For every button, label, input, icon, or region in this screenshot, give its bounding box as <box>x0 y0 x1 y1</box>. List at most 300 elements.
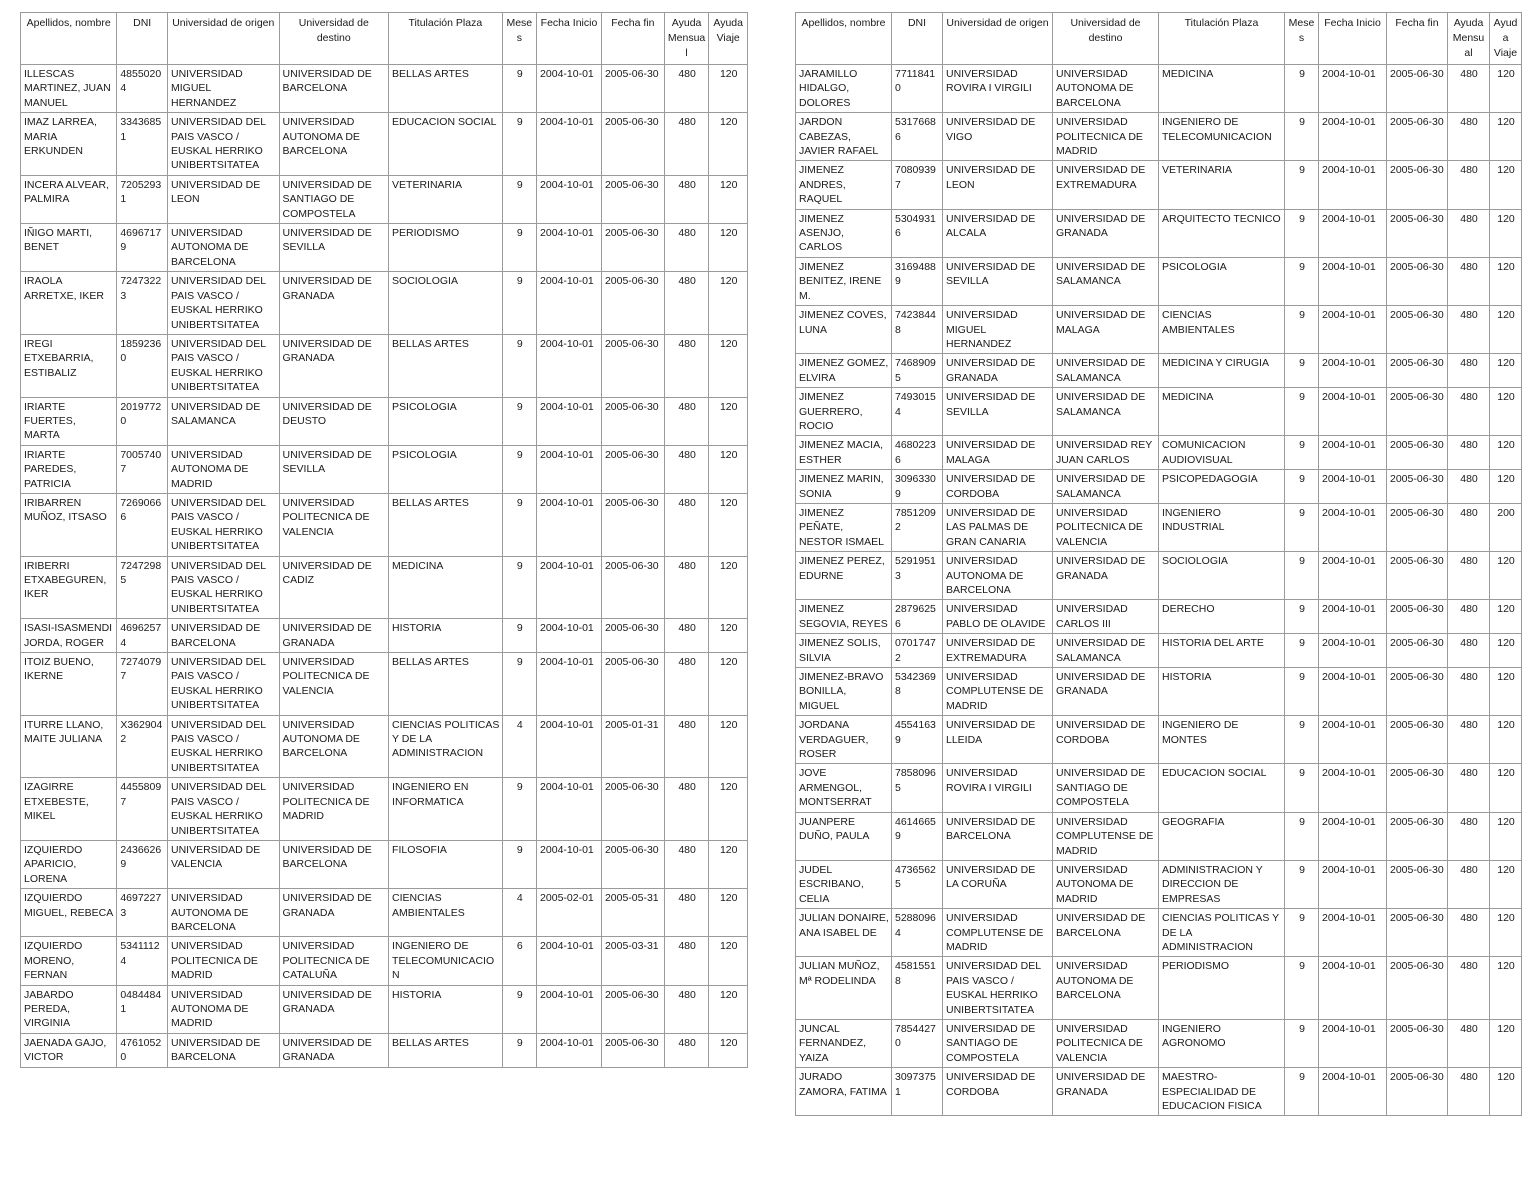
cell-ayuda-viaje: 120 <box>709 175 748 223</box>
cell-universidad-destino: UNIVERSIDAD DE SEVILLA <box>279 445 389 493</box>
cell-dni: 46967179 <box>117 224 168 272</box>
cell-ayuda-viaje: 120 <box>709 778 748 841</box>
cell-universidad-origen: UNIVERSIDAD DEL PAIS VASCO / EUSKAL HERRIKO UNIBERTSITATEA <box>168 493 280 556</box>
cell-titulacion: PERIODISMO <box>1159 957 1285 1020</box>
cell-nombre: JAENADA GAJO, VICTOR <box>21 1033 117 1067</box>
cell-nombre: JUANPERE DUÑO, PAULA <box>796 812 892 860</box>
table-row <box>796 388 1522 436</box>
cell-nombre: JUNCAL FERNANDEZ, YAIZA <box>796 1019 892 1067</box>
cell-meses: 9 <box>502 272 536 335</box>
cell-ayuda-mensual: 480 <box>1448 1019 1490 1067</box>
cell-universidad-origen: UNIVERSIDAD DEL PAIS VASCO / EUSKAL HERRIKO UNIBERTSITATEA <box>168 778 280 841</box>
cell-universidad-origen: UNIVERSIDAD DEL PAIS VASCO / EUSKAL HERRIKO UNIBERTSITATEA <box>168 272 280 335</box>
cell-fecha-inicio: 2004-10-01 <box>537 113 602 176</box>
cell-universidad-origen: UNIVERSIDAD DE BARCELONA <box>168 1033 280 1067</box>
cell-universidad-origen: UNIVERSIDAD DE MALAGA <box>943 436 1053 470</box>
cell-ayuda-mensual: 480 <box>1448 65 1490 113</box>
cell-fecha-fin: 2005-06-30 <box>601 397 664 445</box>
cell-meses: 9 <box>502 334 536 397</box>
cell-ayuda-mensual: 480 <box>664 175 709 223</box>
cell-fecha-inicio: 2004-10-01 <box>1319 552 1387 600</box>
right-table <box>795 12 1522 1116</box>
cell-fecha-fin: 2005-06-30 <box>601 653 664 716</box>
table-row <box>21 1033 748 1067</box>
cell-fecha-fin: 2005-06-30 <box>1387 957 1448 1020</box>
cell-fecha-fin: 2005-06-30 <box>1387 388 1448 436</box>
cell-ayuda-viaje: 200 <box>1490 503 1522 551</box>
cell-universidad-origen: UNIVERSIDAD ROVIRA I VIRGILI <box>943 764 1053 812</box>
cell-nombre: IÑIGO MARTI, BENET <box>21 224 117 272</box>
cell-meses: 9 <box>502 653 536 716</box>
cell-dni: 46972273 <box>117 889 168 937</box>
cell-ayuda-viaje: 120 <box>1490 909 1522 957</box>
table-row <box>796 552 1522 600</box>
table-row <box>21 445 748 493</box>
cell-ayuda-mensual: 480 <box>1448 306 1490 354</box>
cell-fecha-inicio: 2004-10-01 <box>537 493 602 556</box>
cell-fecha-fin: 2005-06-30 <box>1387 668 1448 716</box>
cell-ayuda-viaje: 120 <box>1490 957 1522 1020</box>
cell-titulacion: PSICOPEDAGOGIA <box>1159 470 1285 504</box>
cell-fecha-inicio: 2004-10-01 <box>1319 257 1387 305</box>
table-row <box>796 860 1522 908</box>
cell-meses: 9 <box>502 113 536 176</box>
table-row <box>796 113 1522 161</box>
cell-fecha-inicio: 2004-10-01 <box>537 937 602 985</box>
table-row <box>796 306 1522 354</box>
table-row <box>21 840 748 888</box>
cell-titulacion: SOCIOLOGIA <box>389 272 503 335</box>
cell-titulacion: CIENCIAS POLITICAS Y DE LA ADMINISTRACION <box>1159 909 1285 957</box>
cell-meses: 9 <box>1285 668 1319 716</box>
cell-dni: 72690666 <box>117 493 168 556</box>
table-row <box>21 65 748 113</box>
cell-nombre: IRIARTE FUERTES, MARTA <box>21 397 117 445</box>
cell-ayuda-mensual: 480 <box>1448 209 1490 257</box>
cell-ayuda-mensual: 480 <box>664 113 709 176</box>
cell-ayuda-viaje: 120 <box>709 653 748 716</box>
cell-titulacion: FILOSOFIA <box>389 840 503 888</box>
cell-nombre: IRIBERRI ETXABEGUREN, IKER <box>21 556 117 619</box>
cell-universidad-destino: UNIVERSIDAD DE GRANADA <box>279 272 389 335</box>
cell-fecha-inicio: 2004-10-01 <box>1319 65 1387 113</box>
cell-nombre: IMAZ LARREA, MARIA ERKUNDEN <box>21 113 117 176</box>
cell-titulacion: INGENIERO EN INFORMATICA <box>389 778 503 841</box>
table-row <box>21 889 748 937</box>
cell-dni: 74238448 <box>892 306 943 354</box>
header-ayuda-viaje: Ayuda Viaje <box>1490 13 1522 65</box>
cell-ayuda-mensual: 480 <box>664 65 709 113</box>
cell-nombre: JIMENEZ PEREZ, EDURNE <box>796 552 892 600</box>
cell-fecha-fin: 2005-06-30 <box>1387 909 1448 957</box>
cell-ayuda-viaje: 120 <box>1490 388 1522 436</box>
cell-universidad-origen: UNIVERSIDAD DE BARCELONA <box>943 812 1053 860</box>
cell-ayuda-mensual: 480 <box>1448 470 1490 504</box>
cell-fecha-fin: 2005-06-30 <box>1387 812 1448 860</box>
cell-fecha-fin: 2005-06-30 <box>1387 161 1448 209</box>
cell-fecha-fin: 2005-06-30 <box>601 1033 664 1067</box>
cell-universidad-destino: UNIVERSIDAD AUTONOMA DE BARCELONA <box>279 113 389 176</box>
table-row <box>796 354 1522 388</box>
cell-ayuda-mensual: 480 <box>1448 860 1490 908</box>
cell-dni: 45815518 <box>892 957 943 1020</box>
cell-dni: 46962574 <box>117 619 168 653</box>
cell-nombre: JIMENEZ COVES, LUNA <box>796 306 892 354</box>
cell-fecha-fin: 2005-06-30 <box>1387 634 1448 668</box>
cell-ayuda-viaje: 120 <box>709 272 748 335</box>
cell-ayuda-mensual: 480 <box>664 778 709 841</box>
cell-ayuda-viaje: 120 <box>709 619 748 653</box>
cell-universidad-origen: UNIVERSIDAD DE CORDOBA <box>943 470 1053 504</box>
cell-fecha-inicio: 2004-10-01 <box>1319 161 1387 209</box>
cell-universidad-destino: UNIVERSIDAD POLITECNICA DE VALENCIA <box>279 493 389 556</box>
cell-universidad-origen: UNIVERSIDAD DE LAS PALMAS DE GRAN CANARIA <box>943 503 1053 551</box>
cell-fecha-inicio: 2004-10-01 <box>1319 306 1387 354</box>
cell-dni: 52919513 <box>892 552 943 600</box>
cell-universidad-destino: UNIVERSIDAD DE BARCELONA <box>279 840 389 888</box>
table-row <box>21 272 748 335</box>
cell-dni: 70057407 <box>117 445 168 493</box>
cell-nombre: JOVE ARMENGOL, MONTSERRAT <box>796 764 892 812</box>
table-row <box>21 493 748 556</box>
cell-meses: 9 <box>1285 354 1319 388</box>
cell-ayuda-viaje: 120 <box>1490 812 1522 860</box>
table-row <box>796 668 1522 716</box>
cell-meses: 9 <box>502 65 536 113</box>
cell-universidad-destino: UNIVERSIDAD AUTONOMA DE BARCELONA <box>279 715 389 778</box>
cell-universidad-origen: UNIVERSIDAD DE SANTIAGO DE COMPOSTELA <box>943 1019 1053 1067</box>
cell-dni: 47365625 <box>892 860 943 908</box>
cell-titulacion: PSICOLOGIA <box>1159 257 1285 305</box>
cell-universidad-origen: UNIVERSIDAD AUTONOMA DE MADRID <box>168 445 280 493</box>
cell-fecha-inicio: 2004-10-01 <box>1319 909 1387 957</box>
header-fecha-fin: Fecha fin <box>1387 13 1448 65</box>
cell-nombre: IRIARTE PAREDES, PATRICIA <box>21 445 117 493</box>
cell-ayuda-mensual: 480 <box>1448 503 1490 551</box>
cell-universidad-origen: UNIVERSIDAD DE SALAMANCA <box>168 397 280 445</box>
cell-titulacion: HISTORIA <box>389 985 503 1033</box>
cell-dni: 78544270 <box>892 1019 943 1067</box>
table-row <box>796 1068 1522 1116</box>
cell-meses: 4 <box>502 889 536 937</box>
header-universidad-destino: Universidad de destino <box>279 13 389 65</box>
cell-nombre: JIMENEZ-BRAVO BONILLA, MIGUEL <box>796 668 892 716</box>
cell-universidad-origen: UNIVERSIDAD DE CORDOBA <box>943 1068 1053 1116</box>
cell-universidad-destino: UNIVERSIDAD DE GRANADA <box>1053 209 1159 257</box>
cell-fecha-inicio: 2004-10-01 <box>537 175 602 223</box>
cell-titulacion: BELLAS ARTES <box>389 493 503 556</box>
cell-universidad-origen: UNIVERSIDAD DE VIGO <box>943 113 1053 161</box>
cell-titulacion: ARQUITECTO TECNICO <box>1159 209 1285 257</box>
cell-meses: 9 <box>502 445 536 493</box>
cell-titulacion: MEDICINA <box>389 556 503 619</box>
cell-universidad-destino: UNIVERSIDAD DE GRANADA <box>279 985 389 1033</box>
table-row <box>796 470 1522 504</box>
cell-ayuda-viaje: 120 <box>1490 161 1522 209</box>
cell-meses: 9 <box>1285 503 1319 551</box>
cell-nombre: IZQUIERDO MIGUEL, REBECA <box>21 889 117 937</box>
cell-universidad-destino: UNIVERSIDAD REY JUAN CARLOS <box>1053 436 1159 470</box>
cell-universidad-destino: UNIVERSIDAD POLITECNICA DE VALENCIA <box>1053 1019 1159 1067</box>
cell-fecha-inicio: 2004-10-01 <box>537 778 602 841</box>
cell-dni: 53423698 <box>892 668 943 716</box>
left-table <box>20 12 748 1068</box>
cell-titulacion: CIENCIAS AMBIENTALES <box>1159 306 1285 354</box>
cell-meses: 9 <box>1285 436 1319 470</box>
table-row <box>796 65 1522 113</box>
cell-nombre: INCERA ALVEAR, PALMIRA <box>21 175 117 223</box>
cell-titulacion: INGENIERO AGRONOMO <box>1159 1019 1285 1067</box>
cell-universidad-destino: UNIVERSIDAD CARLOS III <box>1053 600 1159 634</box>
cell-fecha-inicio: 2004-10-01 <box>1319 668 1387 716</box>
cell-universidad-origen: UNIVERSIDAD DEL PAIS VASCO / EUSKAL HERRIKO UNIBERTSITATEA <box>168 715 280 778</box>
cell-universidad-origen: UNIVERSIDAD DE SEVILLA <box>943 388 1053 436</box>
cell-meses: 9 <box>502 175 536 223</box>
cell-nombre: IRIBARREN MUÑOZ, ITSASO <box>21 493 117 556</box>
table-row <box>796 436 1522 470</box>
header-fecha-inicio: Fecha Inicio <box>1319 13 1387 65</box>
cell-titulacion: PERIODISMO <box>389 224 503 272</box>
cell-titulacion: INGENIERO DE TELECOMUNICACION <box>389 937 503 985</box>
cell-nombre: JARAMILLO HIDALGO, DOLORES <box>796 65 892 113</box>
cell-universidad-origen: UNIVERSIDAD AUTONOMA DE MADRID <box>168 985 280 1033</box>
cell-universidad-origen: UNIVERSIDAD DEL PAIS VASCO / EUSKAL HERRIKO UNIBERTSITATEA <box>168 334 280 397</box>
cell-dni: 44558097 <box>117 778 168 841</box>
cell-ayuda-mensual: 480 <box>664 985 709 1033</box>
cell-fecha-fin: 2005-06-30 <box>1387 1068 1448 1116</box>
header-fecha-inicio: Fecha Inicio <box>537 13 602 65</box>
table-row <box>21 556 748 619</box>
cell-ayuda-mensual: 480 <box>664 653 709 716</box>
cell-nombre: ITOIZ BUENO, IKERNE <box>21 653 117 716</box>
cell-universidad-origen: UNIVERSIDAD AUTONOMA DE BARCELONA <box>168 224 280 272</box>
table-row <box>21 778 748 841</box>
cell-meses: 9 <box>1285 1068 1319 1116</box>
cell-fecha-fin: 2005-06-30 <box>1387 113 1448 161</box>
cell-meses: 9 <box>1285 1019 1319 1067</box>
cell-fecha-inicio: 2004-10-01 <box>1319 764 1387 812</box>
cell-fecha-fin: 2005-06-30 <box>1387 209 1448 257</box>
cell-dni: X3629042 <box>117 715 168 778</box>
cell-titulacion: DERECHO <box>1159 600 1285 634</box>
cell-ayuda-mensual: 480 <box>664 840 709 888</box>
cell-universidad-destino: UNIVERSIDAD AUTONOMA DE BARCELONA <box>1053 957 1159 1020</box>
cell-universidad-origen: UNIVERSIDAD COMPLUTENSE DE MADRID <box>943 668 1053 716</box>
cell-ayuda-mensual: 480 <box>664 889 709 937</box>
cell-dni: 53176686 <box>892 113 943 161</box>
cell-meses: 9 <box>1285 600 1319 634</box>
cell-meses: 9 <box>1285 812 1319 860</box>
cell-ayuda-mensual: 480 <box>1448 764 1490 812</box>
cell-nombre: JIMENEZ ASENJO, CARLOS <box>796 209 892 257</box>
header-ayuda-mensual: Ayuda Mensual <box>664 13 709 65</box>
cell-fecha-inicio: 2004-10-01 <box>1319 860 1387 908</box>
cell-ayuda-viaje: 120 <box>709 889 748 937</box>
cell-universidad-destino: UNIVERSIDAD DE GRANADA <box>1053 552 1159 600</box>
cell-meses: 9 <box>1285 716 1319 764</box>
header-meses: Meses <box>502 13 536 65</box>
cell-nombre: JIMENEZ SEGOVIA, REYES <box>796 600 892 634</box>
cell-fecha-inicio: 2004-10-01 <box>537 445 602 493</box>
table-row <box>21 653 748 716</box>
cell-nombre: ISASI-ISASMENDI JORDA, ROGER <box>21 619 117 653</box>
cell-universidad-origen: UNIVERSIDAD DE ALCALA <box>943 209 1053 257</box>
cell-fecha-inicio: 2004-10-01 <box>1319 503 1387 551</box>
cell-titulacion: PSICOLOGIA <box>389 445 503 493</box>
cell-titulacion: BELLAS ARTES <box>389 653 503 716</box>
cell-fecha-inicio: 2004-10-01 <box>537 272 602 335</box>
cell-universidad-destino: UNIVERSIDAD DE GRANADA <box>279 889 389 937</box>
cell-ayuda-viaje: 120 <box>709 334 748 397</box>
cell-universidad-destino: UNIVERSIDAD DE DEUSTO <box>279 397 389 445</box>
cell-universidad-origen: UNIVERSIDAD DE LA CORUÑA <box>943 860 1053 908</box>
header-universidad-origen: Universidad de origen <box>943 13 1053 65</box>
cell-titulacion: INGENIERO DE TELECOMUNICACION <box>1159 113 1285 161</box>
cell-dni: 30963309 <box>892 470 943 504</box>
table-row <box>796 812 1522 860</box>
cell-fecha-fin: 2005-06-30 <box>601 272 664 335</box>
cell-nombre: JURADO ZAMORA, FATIMA <box>796 1068 892 1116</box>
cell-meses: 9 <box>1285 552 1319 600</box>
cell-fecha-fin: 2005-06-30 <box>601 985 664 1033</box>
table-row <box>796 161 1522 209</box>
cell-dni: 78512092 <box>892 503 943 551</box>
cell-meses: 9 <box>1285 209 1319 257</box>
table-row <box>21 619 748 653</box>
cell-ayuda-viaje: 120 <box>709 113 748 176</box>
cell-dni: 07017472 <box>892 634 943 668</box>
cell-ayuda-viaje: 120 <box>1490 113 1522 161</box>
cell-meses: 9 <box>1285 470 1319 504</box>
cell-fecha-inicio: 2004-10-01 <box>1319 1068 1387 1116</box>
cell-universidad-origen: UNIVERSIDAD PABLO DE OLAVIDE <box>943 600 1053 634</box>
cell-fecha-fin: 2005-06-30 <box>601 175 664 223</box>
cell-meses: 9 <box>1285 257 1319 305</box>
table-row <box>21 715 748 778</box>
cell-ayuda-mensual: 480 <box>1448 668 1490 716</box>
cell-dni: 70809397 <box>892 161 943 209</box>
cell-fecha-fin: 2005-06-30 <box>1387 1019 1448 1067</box>
cell-ayuda-mensual: 480 <box>1448 600 1490 634</box>
cell-fecha-fin: 2005-06-30 <box>1387 860 1448 908</box>
header-apellidos-nombre: Apellidos, nombre <box>796 13 892 65</box>
cell-universidad-destino: UNIVERSIDAD COMPLUTENSE DE MADRID <box>1053 812 1159 860</box>
cell-universidad-destino: UNIVERSIDAD DE EXTREMADURA <box>1053 161 1159 209</box>
cell-meses: 9 <box>1285 634 1319 668</box>
table-row <box>796 909 1522 957</box>
cell-nombre: JARDON CABEZAS, JAVIER RAFAEL <box>796 113 892 161</box>
cell-titulacion: VETERINARIA <box>389 175 503 223</box>
cell-titulacion: MEDICINA Y CIRUGIA <box>1159 354 1285 388</box>
cell-titulacion: HISTORIA DEL ARTE <box>1159 634 1285 668</box>
table-row <box>796 600 1522 634</box>
cell-universidad-origen: UNIVERSIDAD DE BARCELONA <box>168 619 280 653</box>
cell-meses: 9 <box>1285 306 1319 354</box>
cell-fecha-fin: 2005-06-30 <box>601 493 664 556</box>
cell-ayuda-mensual: 480 <box>1448 113 1490 161</box>
right-page <box>795 12 1521 1116</box>
cell-fecha-fin: 2005-06-30 <box>601 224 664 272</box>
cell-universidad-origen: UNIVERSIDAD MIGUEL HERNANDEZ <box>168 65 280 113</box>
cell-ayuda-viaje: 120 <box>709 224 748 272</box>
cell-dni: 74930154 <box>892 388 943 436</box>
cell-universidad-destino: UNIVERSIDAD DE GRANADA <box>1053 668 1159 716</box>
cell-meses: 9 <box>1285 113 1319 161</box>
header-apellidos-nombre: Apellidos, nombre <box>21 13 117 65</box>
cell-fecha-fin: 2005-06-30 <box>601 334 664 397</box>
cell-meses: 4 <box>502 715 536 778</box>
cell-fecha-inicio: 2004-10-01 <box>1319 600 1387 634</box>
cell-universidad-origen: UNIVERSIDAD DE GRANADA <box>943 354 1053 388</box>
header-meses: Meses <box>1285 13 1319 65</box>
cell-nombre: IZQUIERDO MORENO, FERNAN <box>21 937 117 985</box>
cell-fecha-fin: 2005-06-30 <box>601 840 664 888</box>
cell-ayuda-mensual: 480 <box>1448 354 1490 388</box>
cell-fecha-inicio: 2004-10-01 <box>537 334 602 397</box>
cell-ayuda-mensual: 480 <box>1448 436 1490 470</box>
cell-meses: 9 <box>502 224 536 272</box>
cell-titulacion: GEOGRAFIA <box>1159 812 1285 860</box>
cell-ayuda-mensual: 480 <box>664 937 709 985</box>
cell-dni: 24366269 <box>117 840 168 888</box>
cell-fecha-fin: 2005-06-30 <box>1387 470 1448 504</box>
cell-ayuda-mensual: 480 <box>1448 634 1490 668</box>
cell-ayuda-mensual: 480 <box>664 224 709 272</box>
cell-fecha-fin: 2005-06-30 <box>601 65 664 113</box>
cell-universidad-destino: UNIVERSIDAD DE BARCELONA <box>1053 909 1159 957</box>
cell-dni: 04844841 <box>117 985 168 1033</box>
cell-fecha-fin: 2005-06-30 <box>1387 306 1448 354</box>
cell-titulacion: BELLAS ARTES <box>389 65 503 113</box>
cell-fecha-inicio: 2004-10-01 <box>537 715 602 778</box>
cell-fecha-inicio: 2004-10-01 <box>1319 209 1387 257</box>
table-row <box>21 224 748 272</box>
cell-universidad-destino: UNIVERSIDAD POLITECNICA DE MADRID <box>1053 113 1159 161</box>
cell-universidad-destino: UNIVERSIDAD AUTONOMA DE BARCELONA <box>1053 65 1159 113</box>
cell-nombre: JULIAN DONAIRE, ANA ISABEL DE <box>796 909 892 957</box>
cell-titulacion: BELLAS ARTES <box>389 334 503 397</box>
table-row <box>796 716 1522 764</box>
cell-universidad-destino: UNIVERSIDAD DE CORDOBA <box>1053 716 1159 764</box>
cell-ayuda-mensual: 480 <box>1448 957 1490 1020</box>
cell-universidad-destino: UNIVERSIDAD DE GRANADA <box>279 619 389 653</box>
cell-ayuda-viaje: 120 <box>709 445 748 493</box>
cell-universidad-destino: UNIVERSIDAD POLITECNICA DE VALENCIA <box>1053 503 1159 551</box>
cell-nombre: JIMENEZ MARIN, SONIA <box>796 470 892 504</box>
cell-ayuda-mensual: 480 <box>664 272 709 335</box>
cell-fecha-fin: 2005-06-30 <box>1387 65 1448 113</box>
header-row <box>796 13 1522 65</box>
table-row <box>21 175 748 223</box>
table-row <box>796 1019 1522 1067</box>
cell-universidad-origen: UNIVERSIDAD DEL PAIS VASCO / EUSKAL HERRIKO UNIBERTSITATEA <box>943 957 1053 1020</box>
cell-titulacion: CIENCIAS POLITICAS Y DE LA ADMINISTRACION <box>389 715 503 778</box>
cell-universidad-origen: UNIVERSIDAD COMPLUTENSE DE MADRID <box>943 909 1053 957</box>
cell-ayuda-viaje: 120 <box>709 65 748 113</box>
cell-nombre: JIMENEZ GUERRERO, ROCIO <box>796 388 892 436</box>
cell-titulacion: BELLAS ARTES <box>389 1033 503 1067</box>
cell-universidad-origen: UNIVERSIDAD DEL PAIS VASCO / EUSKAL HERRIKO UNIBERTSITATEA <box>168 113 280 176</box>
cell-dni: 74689095 <box>892 354 943 388</box>
header-row <box>21 13 748 65</box>
header-ayuda-viaje: Ayuda Viaje <box>709 13 748 65</box>
cell-meses: 9 <box>1285 764 1319 812</box>
cell-universidad-destino: UNIVERSIDAD DE CADIZ <box>279 556 389 619</box>
cell-nombre: IREGI ETXEBARRIA, ESTIBALIZ <box>21 334 117 397</box>
cell-fecha-fin: 2005-06-30 <box>601 113 664 176</box>
cell-dni: 72740797 <box>117 653 168 716</box>
cell-universidad-origen: UNIVERSIDAD ROVIRA I VIRGILI <box>943 65 1053 113</box>
